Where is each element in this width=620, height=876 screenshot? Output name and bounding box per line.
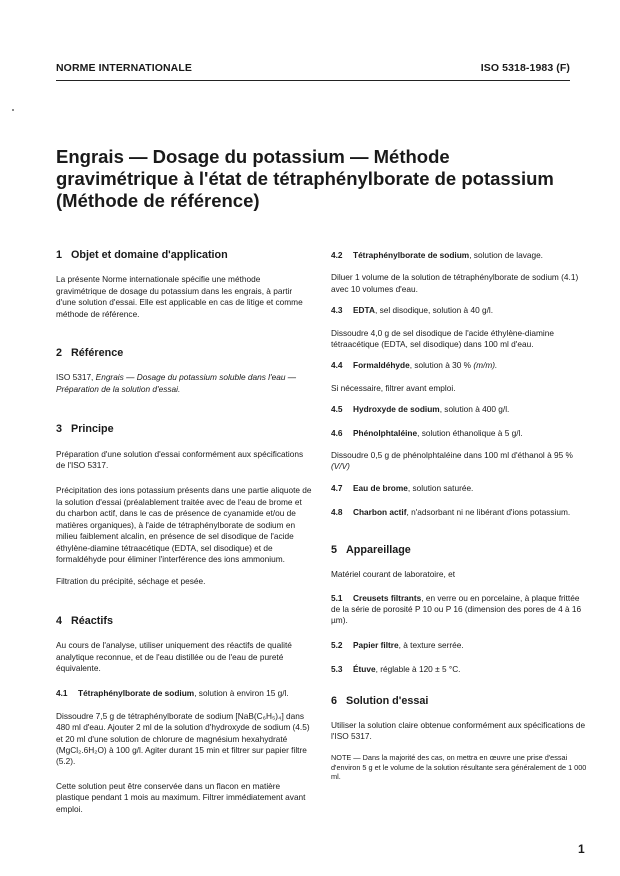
section-6-note: NOTE — Dans la majorité des cas, on mettra en œuvre une prise d'essai d'environ 5 g et le volume de la solution résultante sera généralement de 1 000 ml. [331, 752, 587, 782]
section-6-heading: 6 Solution d'essai [331, 694, 429, 707]
reagent-4-4: 4.4 Formaldéhyde, solution à 30 % (m/m). [331, 360, 498, 371]
document-title [56, 146, 596, 212]
left-column [56, 250, 312, 826]
right-column [331, 250, 589, 793]
section-3-text-1: Préparation d'une solution d'essai conformément aux spécifications de l'ISO 5317. [56, 448, 304, 471]
section-3-text-2: Précipitation des ions potassium présents dans une partie aliquote de la solution d'essai (préalablement traitée avec de l'eau de brome et du charbon actif, dans le cas de présence de cyanamide et/ou de matières organiques), à l'aide de tétraphénylborate de sodium en milieu faiblement alcalin, en présence de sel disodique de l'acide éthylène-diamine tétraacétique (EDTA, sel disodique) et de formaldéhyde pour éliminer l'interférence des ions ammonium. [56, 485, 312, 564]
section-6-text: Utiliser la solution claire obtenue conformément aux spécifications de l'ISO 5317. [331, 719, 586, 742]
section-4-heading: 4 Réactifs [56, 614, 114, 627]
page-header [56, 62, 570, 78]
header-rule [56, 80, 570, 81]
section-1-text: La présente Norme internationale spécifie une méthode gravimétrique de dosage du potassium dans les engrais, à partir d'une solution d'essai. Elle est applicable en cas de litige et comme méthode de référence. [56, 274, 303, 319]
title-line-3: (Méthode de référence) [56, 190, 260, 211]
reagent-4-3-preparation: Dissoudre 4,0 g de sel disodique de l'acide éthylène-diamine tétraacétique (EDTA, sel disodique) dans 100 ml d'eau. [331, 327, 554, 350]
apparatus-5-1: 5.1 Creusets filtrants, en verre ou en porcelaine, à plaque frittée de la série de porosité P 10 ou P 16 (dimension des pores de 4 à 16 µm). [331, 592, 582, 626]
reagent-4-8: 4.8 Charbon actif, n'adsorbant ni ne libérant d'ions potassium. [331, 507, 571, 518]
section-3-heading: 3 Principe [56, 423, 114, 436]
reagent-4-7: 4.7 Eau de brome, solution saturée. [331, 482, 474, 493]
section-1-heading: 1 Objet et domaine d'application [56, 249, 228, 261]
apparatus-5-2: 5.2 Papier filtre, à texture serrée. [331, 639, 464, 650]
reagent-4-1-preparation: Dissoudre 7,5 g de tétraphénylborate de sodium [NaB(C₆H₅)₄] dans 480 ml d'eau. Ajouter 2 ml de la solution d'hydroxyde de sodium (4.5) et 20 ml d'une solution de chlorure de magnésium hexahydraté (MgCl₂.6H₂O) à 100 g/l. Agiter durant 15 min et filtrer sur papier filtre (5.2). [56, 710, 310, 767]
title-line-1: Engrais — Dosage du potassium — Méthode [56, 146, 450, 167]
title-line-2: gravimétrique à l'état de tétraphénylborate de potassium [56, 168, 554, 189]
reagent-4-2-preparation: Diluer 1 volume de la solution de tétraphénylborate de sodium (4.1) avec 10 volumes d'eau. [331, 272, 579, 294]
section-3-text-3: Filtration du précipité, séchage et pesée. [56, 576, 206, 587]
section-5-intro: Matériel courant de laboratoire, et [331, 569, 456, 580]
apparatus-5-3: 5.3 Étuve, réglable à 120 ± 5 °C. [331, 664, 461, 675]
reagent-4-1: 4.1 Tétraphénylborate de sodium, solution à environ 15 g/l. [56, 688, 289, 699]
reagent-4-3: 4.3 EDTA, sel disodique, solution à 40 g/l. [331, 305, 494, 316]
section-2-reference: ISO 5317, Engrais — Dosage du potassium soluble dans l'eau — Préparation de la solution d'essai. [56, 372, 297, 394]
reagent-4-1-storage: Cette solution peut être conservée dans un flacon en matière plastique pendant 1 mois au maximum. Filtrer immédiatement avant emploi. [56, 780, 306, 814]
reagent-4-2: 4.2 Tétraphénylborate de sodium, solution de lavage. [331, 250, 543, 260]
header-standard-number: ISO 5318-1983 (F) [480, 62, 570, 74]
reagent-4-6-preparation: Dissoudre 0,5 g de phénolphtaléine dans 100 ml d'éthanol à 95 % (V/V) [331, 450, 573, 472]
section-5-heading: 5 Appareillage [331, 543, 411, 556]
header-standard-type: NORME INTERNATIONALE [56, 62, 192, 74]
reagent-4-4-note: Si nécessaire, filtrer avant emploi. [331, 382, 456, 393]
margin-speck [12, 109, 14, 111]
section-4-intro: Au cours de l'analyse, utiliser uniquement des réactifs de qualité analytique reconnue, et de l'eau distillée ou de l'eau de pureté équivalente. [56, 640, 292, 673]
reagent-4-6: 4.6 Phénolphtaléine, solution éthanolique à 5 g/l. [331, 427, 523, 438]
page-number: 1 [578, 842, 585, 856]
reagent-4-5: 4.5 Hydroxyde de sodium, solution à 400 g/l. [331, 404, 510, 415]
section-2-heading: 2 Référence [56, 347, 124, 360]
